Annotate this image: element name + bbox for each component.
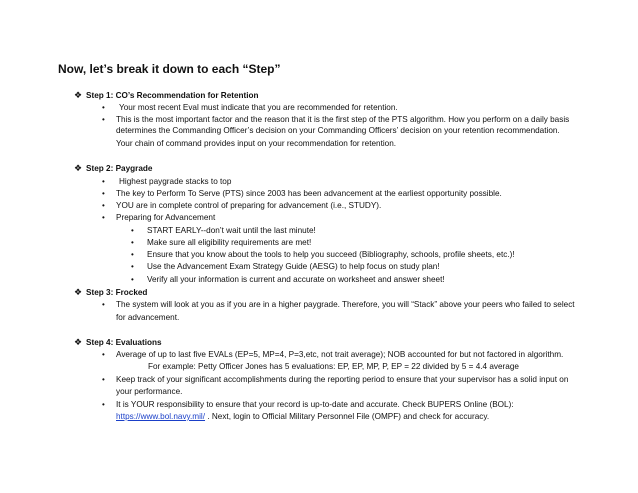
step-1-item-2-line-3: Your chain of command provides input on your recommendation for retention.	[116, 139, 397, 148]
step-1-item-2-line-2: determines the Commanding Officer’s decision on your Commanding Officers’ decision on your retention recommendation.	[116, 126, 560, 135]
bullet-icon: •	[131, 226, 134, 235]
step-2-subitem-4: Use the Advancement Exam Strategy Guide (AESG) to help focus on study plan!	[147, 262, 440, 271]
step-3-item-1-line-1: The system will look at you as if you are in a higher paygrade. Therefore, you will “Stack” above your peers who failed to select	[116, 300, 575, 309]
diamond-bullet-icon: ❖	[74, 90, 83, 100]
step-4-item-2-line-1: Keep track of your significant accomplishments during the reporting period to ensure that your supervisor has a solid input on	[116, 375, 569, 384]
step-4-example: For example: Petty Officer Jones has 5 evaluations: EP, EP, MP, P, EP = 22 divided by 5 = 4.4 average	[148, 362, 519, 371]
bullet-icon: •	[102, 375, 105, 384]
step-4-item-3-line-1: It is YOUR responsibility to ensure that your record is up-to-date and accurate. Check BUPERS Online (BOL):	[116, 400, 514, 409]
step-2-subitem-1: START EARLY--don’t wait until the last minute!	[147, 226, 316, 235]
step-2-subitem-2: Make sure all eligibility requirements are met!	[147, 238, 312, 247]
bullet-icon: •	[102, 177, 105, 186]
bullet-icon: •	[102, 189, 105, 198]
step-1-item-2-line-1: This is the most important factor and the reason that it is the first step of the PTS algorithm. How you perform on a daily basis	[116, 115, 570, 124]
step-4-item-3-line-2	[116, 411, 489, 422]
bullet-icon: •	[102, 201, 105, 210]
bullet-icon: •	[131, 275, 134, 284]
bol-link[interactable]: https://www.bol.navy.mil/	[116, 412, 206, 421]
bullet-icon: •	[131, 262, 134, 271]
bullet-icon: •	[102, 350, 105, 359]
bullet-icon: •	[102, 115, 105, 124]
step-1-heading: Step 1: CO’s Recommendation for Retention	[86, 91, 259, 100]
step-2-item-4: Preparing for Advancement	[116, 213, 216, 222]
step-3-item-1-line-2: for advancement.	[116, 313, 180, 322]
diamond-bullet-icon: ❖	[74, 163, 83, 173]
bullet-icon: •	[131, 250, 134, 259]
step-2-item-2: The key to Perform To Serve (PTS) since 2003 has been advancement at the earliest opportunity possible.	[116, 189, 502, 198]
bullet-icon: •	[102, 103, 105, 112]
step-4-item-3-suffix: . Next, login to Official Military Personnel File (OMPF) and check for accuracy.	[205, 412, 490, 421]
step-2-subitem-3: Ensure that you know about the tools to help you succeed (Bibliography, schools, profile sheets, etc.)!	[147, 250, 515, 259]
bullet-icon: •	[102, 213, 105, 222]
step-2-item-3: YOU are in complete control of preparing for advancement (i.e., STUDY).	[116, 201, 382, 210]
step-4-item-2-line-2: your performance.	[116, 387, 183, 396]
step-2-heading: Step 2: Paygrade	[86, 164, 153, 173]
step-2-subitem-5: Verify all your information is current and accurate on worksheet and answer sheet!	[147, 275, 445, 284]
step-4-heading: Step 4: Evaluations	[86, 338, 162, 347]
bullet-icon: •	[102, 400, 105, 409]
bullet-icon: •	[131, 238, 134, 247]
bullet-icon: •	[102, 300, 105, 309]
diamond-bullet-icon: ❖	[74, 287, 83, 297]
diamond-bullet-icon: ❖	[74, 337, 83, 347]
step-2-item-1: Highest paygrade stacks to top	[119, 177, 232, 186]
step-1-item-1: Your most recent Eval must indicate that you are recommended for retention.	[119, 103, 398, 112]
page-title: Now, let’s break it down to each “Step”	[58, 62, 281, 76]
step-4-item-1: Average of up to last five EVALs (EP=5, MP=4, P=3,etc, not trait average); NOB accounted for but not factored in algorithm.	[116, 350, 564, 359]
step-3-heading: Step 3: Frocked	[86, 288, 148, 297]
